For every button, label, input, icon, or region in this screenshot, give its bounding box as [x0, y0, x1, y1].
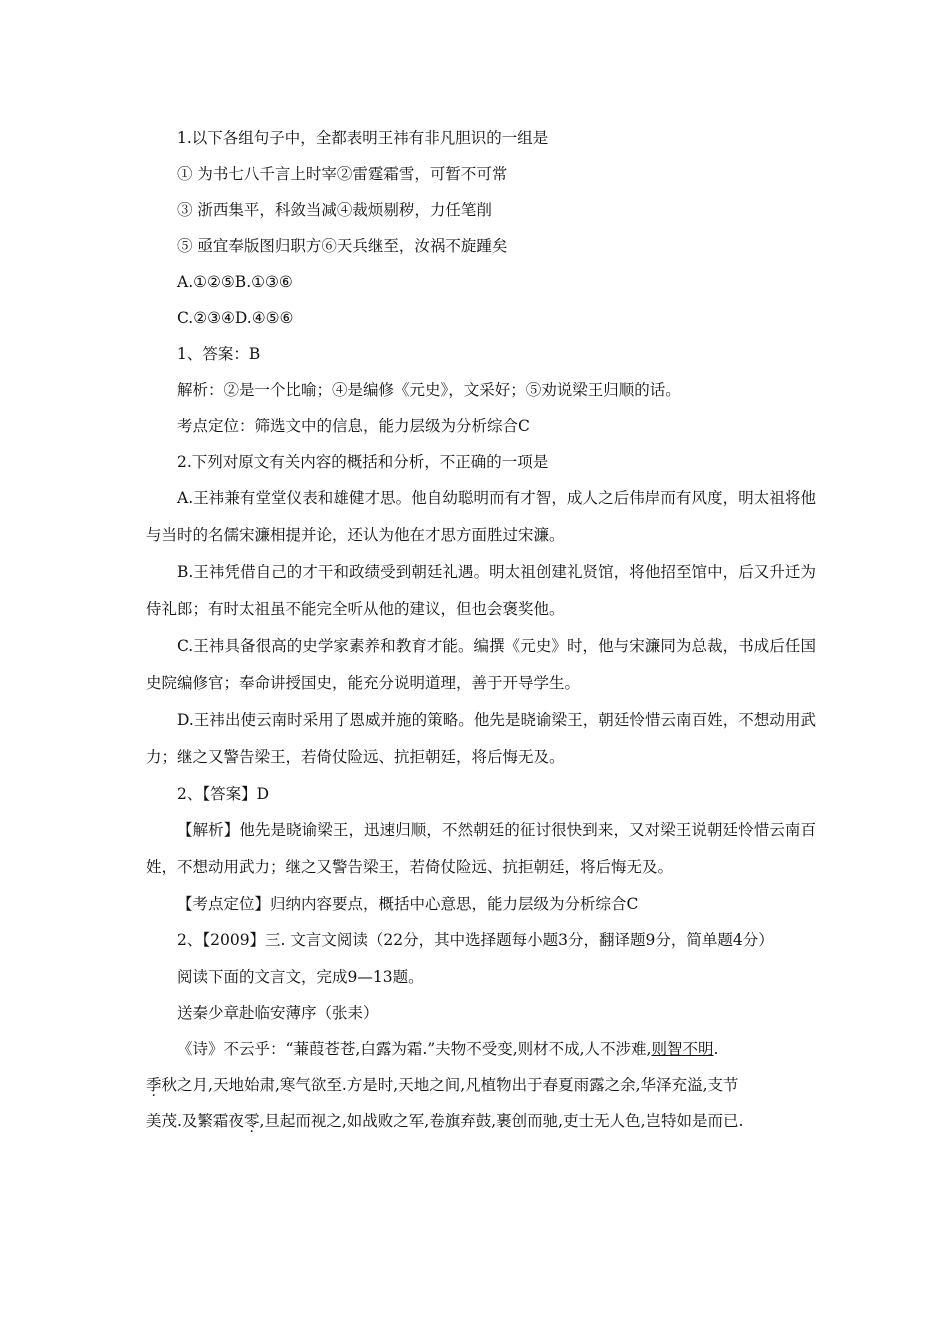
q2-analysis: 【解析】他先是晓谕梁王，迅速归顺，不然朝廷的征讨很快到来，又对梁王说朝廷怜惜云南百姓，不想动用武力；继之又警告梁王，若倚仗险远、抗拒朝廷，将后悔无及。 [146, 821, 816, 876]
passage-line-3 [146, 1103, 816, 1139]
underlined-phrase: 则智不明 [651, 1040, 714, 1058]
q1-options-cd: C.②③④D.④⑤⑥ [177, 309, 294, 327]
dotted-char-ji: 季 [146, 1076, 162, 1094]
dotted-char-ling: 零 [243, 1112, 260, 1130]
passage-line-2-text: 秋之月,天地始肃,寒气欲至.方是时,天地之间,凡植物出于春夏雨露之余,华泽充溢,支节 [161, 1076, 739, 1094]
section-instruction: 阅读下面的文言文，完成9—13题。 [177, 968, 424, 986]
q1-line-3: ⑤ 亟宜奉版图归职方⑥天兵继至，汝祸不旋踵矣 [177, 237, 508, 255]
q2-point: 【考点定位】归纳内容要点，概括中心意思，能力层级为分析综合C [177, 895, 639, 913]
q1-line-1: ① 为书七八千言上时宰②雷霆霜雪，可暂不可常 [177, 165, 508, 183]
q2-option-c: C.王祎具备很高的史学家素养和教育才能。编撰《元史》时，他与宋濂同为总裁，书成后任国史院编修官；奉命讲授国史，能充分说明道理，善于开导学生。 [146, 637, 816, 692]
q1-options-ab: A.①②⑤B.①③⑥ [177, 273, 293, 291]
q1-line-2: ③ 浙西集平，科敛当减④裁烦剔秽，力任笔削 [177, 201, 492, 219]
passage-line-2 [146, 1067, 816, 1103]
passage-title: 送秦少章赴临安薄序（张耒） [177, 1004, 379, 1022]
passage-line-3-end: ,旦起而视之,如战败之军,卷旗弃鼓,裹创而驰,吏士无人色,岂特如是而已. [259, 1112, 744, 1130]
q2-option-a: A.王祎兼有堂堂仪表和雄健才思。他自幼聪明而有才智，成人之后伟岸而有风度，明太祖将他与当时的名儒宋濂相提并论，还认为他在才思方面胜过宋濂。 [146, 489, 816, 544]
q2-stem: 2.下列对原文有关内容的概括和分析，不正确的一项是 [177, 453, 549, 471]
q1-answer: 1、答案：B [177, 345, 261, 363]
passage-line-1-text: 《诗》不云乎：“蒹葭苍苍,白露为霜.”夫物不受变,则材不成,人不涉难, [177, 1040, 652, 1058]
q1-point: 考点定位：筛选文中的信息，能力层级为分析综合C [177, 417, 530, 435]
q1-analysis: 解析：②是一个比喻；④是编修《元史》，文采好；⑤劝说梁王归顺的话。 [177, 381, 681, 399]
q2-option-b: B.王祎凭借自己的才干和政绩受到朝廷礼遇。明太祖创建礼贤馆，将他招至馆中，后又升迁为侍礼郎；有时太祖虽不能完全听从他的建议，但也会褒奖他。 [146, 563, 816, 618]
q2-answer: 2、【答案】D [177, 785, 270, 803]
passage-line-1-end: . [713, 1040, 719, 1058]
document-page [146, 120, 816, 1139]
passage-line-3-text: 美茂.及繁霜夜 [146, 1112, 244, 1130]
passage-line-1 [146, 1031, 816, 1067]
q1-stem: 1.以下各组句子中，全都表明王祎有非凡胆识的一组是 [177, 129, 549, 147]
section-heading: 2、【2009】三. 文言文阅读（22分，其中选择题每小题3分，翻译题9分，简单题4分） [177, 931, 774, 949]
q2-option-d: D.王祎出使云南时采用了恩威并施的策略。他先是晓谕梁王，朝廷怜惜云南百姓，不想动用武力；继之又警告梁王，若倚仗险远、抗拒朝廷，将后悔无及。 [146, 711, 816, 766]
